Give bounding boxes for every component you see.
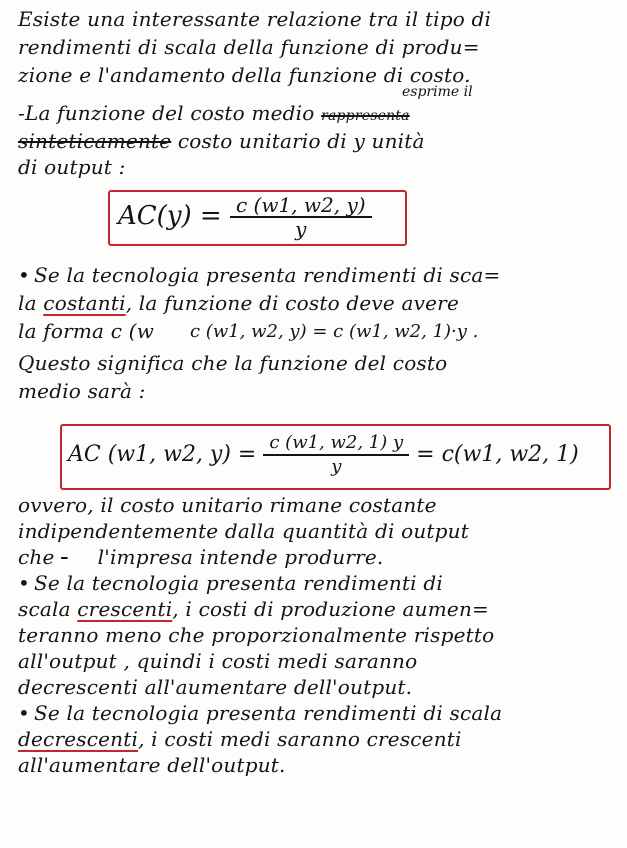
struck-word-rappresenta: rappresenta: [321, 108, 410, 124]
text-line-18: all'output , quindi i costi medi saranno: [18, 649, 418, 673]
formula-constant-average-cost: [68, 432, 579, 478]
formula2-numerator: c (w1, w2, 1) y: [269, 432, 404, 453]
word-la: la: [18, 291, 37, 315]
word-crescenti: crescenti: [77, 597, 173, 621]
text-line-6: di output :: [18, 155, 126, 179]
bullet-2: •: [18, 571, 30, 595]
formula1-numerator: c (w1, w2, y): [235, 193, 366, 217]
text-line-1: Esiste una interessante relazione tra il tipo di: [18, 7, 492, 31]
cost-form-text: , la funzione di costo deve avere: [125, 291, 459, 315]
text-line-19: decrescenti all'aumentare dell'output.: [18, 675, 413, 699]
text-line-5: [18, 128, 617, 154]
struck-word-sinteticamente: sinteticamente: [18, 129, 172, 153]
formula2-rhs: = c(w1, w2, 1): [416, 442, 579, 467]
word-che: che: [18, 545, 55, 569]
text-line-17: teranno meno che proporzionalmente rispetto: [18, 623, 495, 647]
costs-increase-text: , i costi di produzione aumen=: [172, 597, 489, 621]
text-line-15: [18, 570, 617, 596]
decreasing-returns-text: Se la tecnologia presenta rendimenti di scala: [34, 701, 503, 725]
text-line-22: all'aumentare dell'output.: [18, 753, 286, 777]
text-line-2: rendimenti di scala della funzione di produ=: [18, 35, 480, 59]
formula2-fraction: [263, 432, 409, 478]
word-decrescenti: decrescenti: [18, 727, 139, 751]
text-line-7: [18, 262, 617, 288]
text-line-20: [18, 700, 617, 726]
text-line-4: [18, 100, 617, 129]
formula-average-cost: [118, 194, 372, 240]
average-costs-increasing-text: , i costi medi saranno crescenti: [138, 727, 462, 751]
scribbled-word: [61, 544, 91, 570]
word-costanti: costanti: [43, 291, 126, 315]
bullet-1: •: [18, 263, 30, 287]
formula2-denominator: y: [263, 454, 409, 478]
text-line-13: indipendentemente dalla quantità di output: [18, 519, 469, 543]
increasing-returns-text: Se la tecnologia presenta rendimenti di: [34, 571, 443, 595]
unit-cost-text: costo unitario di y unità: [177, 129, 425, 153]
text-line-8: [18, 290, 617, 316]
text-line-12: ovvero, il costo unitario rimane costante: [18, 493, 437, 517]
produce-text: l'impresa intende produrre.: [97, 545, 384, 569]
bullet-3: •: [18, 701, 30, 725]
formula-cost-form: c (w1, w2, y) = c (w1, w2, 1)·y .: [190, 321, 479, 342]
formula2-lhs: AC (w1, w2, y) =: [68, 442, 257, 467]
text-line-14: [18, 544, 617, 570]
formula1-lhs: AC(y) =: [118, 201, 222, 231]
formula1-denominator: y: [230, 216, 372, 240]
text-line-10: Questo significa che la funzione del costo: [18, 351, 448, 375]
word-la-forma: la forma c (w: [18, 319, 155, 343]
constant-returns-text: Se la tecnologia presenta rendimenti di sca=: [34, 263, 501, 287]
text-line-21: [18, 726, 617, 752]
text-line-16: [18, 596, 617, 622]
word-scala: scala: [18, 597, 71, 621]
average-cost-intro: -La funzione del costo medio: [18, 101, 315, 125]
text-line-3: zione e l'andamento della funzione di costo.: [18, 63, 471, 87]
text-line-11: medio sarà :: [18, 379, 146, 403]
formula1-fraction: [230, 194, 372, 240]
inserted-word-esprime-il: esprime il: [402, 84, 473, 100]
